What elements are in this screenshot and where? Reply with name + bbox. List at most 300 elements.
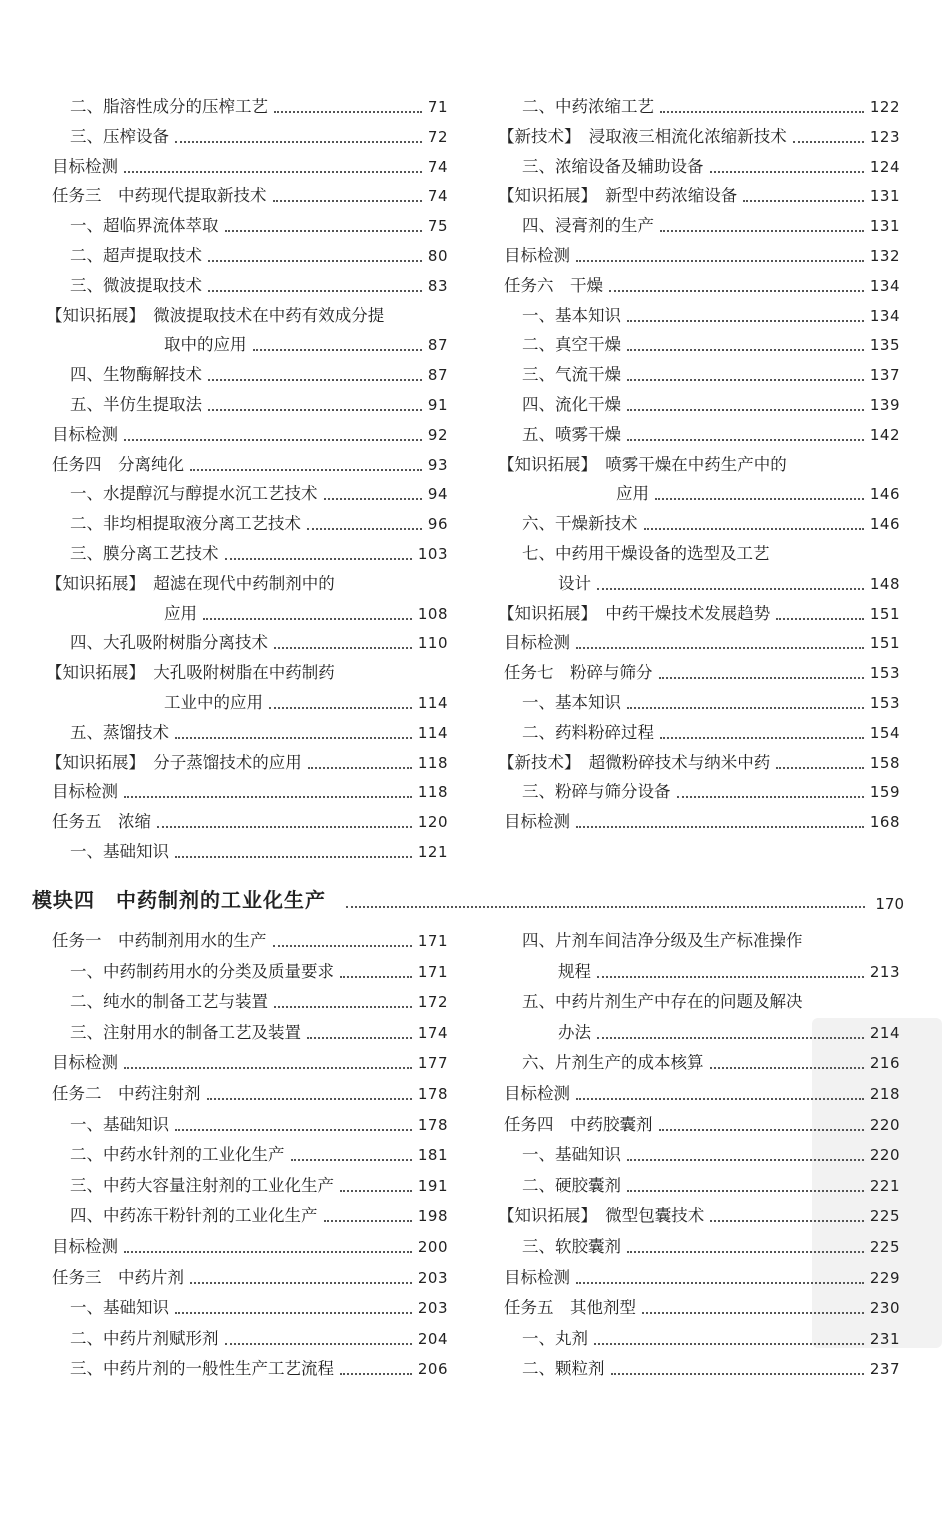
toc-entry[interactable]	[498, 455, 900, 475]
toc-page-number: 204	[417, 1329, 448, 1348]
toc-entry-title: 【新技术】 浸取液三相流化浓缩新技术	[498, 126, 787, 146]
toc-entry-title: 目标检测	[52, 1237, 118, 1256]
leader-dots	[175, 737, 412, 739]
toc-entry[interactable]	[46, 723, 448, 743]
toc-entry-title: 任务一 中药制剂用水的生产	[52, 931, 267, 950]
toc-page-number: 108	[417, 604, 448, 623]
toc-entry-title: 二、中药浓缩工艺	[522, 97, 654, 116]
toc-entry-title: 四、生物酶解技术	[70, 365, 202, 385]
toc-entry-title: 四、浸膏剂的生产	[522, 216, 654, 236]
toc-entry-title: 任务五 其他剂型	[504, 1298, 636, 1318]
leader-dots	[208, 290, 422, 292]
toc-entry-title: 一、基础知识	[522, 1145, 621, 1165]
toc-entry[interactable]	[46, 633, 448, 653]
toc-entry[interactable]	[46, 962, 448, 982]
leader-dots	[627, 409, 864, 411]
toc-page-number: 142	[869, 425, 900, 444]
toc-entry-title: 三、微波提取技术	[70, 275, 202, 295]
toc-entry[interactable]	[46, 335, 448, 355]
toc-page-number: 137	[869, 366, 900, 385]
toc-entry[interactable]	[46, 246, 448, 266]
toc-entry[interactable]	[46, 395, 448, 415]
toc-page-number: 181	[417, 1146, 448, 1165]
toc-page-number: 122	[869, 98, 900, 116]
toc-entry-title: 一、超临界流体萃取	[70, 216, 219, 236]
toc-entry-title: 目标检测	[504, 1267, 570, 1287]
toc-entry[interactable]	[46, 1053, 448, 1073]
toc-entry-title: 三、压榨设备	[70, 126, 169, 146]
toc-entry[interactable]	[46, 1115, 448, 1135]
toc-entry-title: 三、膜分离工艺技术	[70, 544, 219, 563]
toc-page-number: 146	[869, 485, 900, 504]
toc-entry-title: 三、软胶囊剂	[522, 1237, 621, 1256]
leader-dots	[208, 379, 422, 381]
module-title: 模块四 中药制剂的工业化生产	[32, 888, 326, 912]
toc-entry[interactable]	[46, 1329, 448, 1349]
toc-page-number: 198	[417, 1207, 448, 1226]
toc-entry[interactable]	[498, 1206, 900, 1226]
toc-page-number: 220	[869, 1146, 900, 1165]
leader-dots	[793, 141, 864, 143]
toc-entry[interactable]	[498, 276, 900, 296]
toc-page-number: 178	[417, 1115, 448, 1134]
leader-dots	[677, 796, 864, 798]
toc-page-number: 87	[427, 336, 448, 355]
toc-page-number: 216	[869, 1054, 900, 1073]
leader-dots	[291, 1159, 412, 1161]
toc-entry[interactable]	[498, 1359, 900, 1379]
leader-dots	[208, 260, 422, 262]
leader-dots	[776, 767, 864, 769]
toc-page-number: 171	[417, 932, 448, 950]
toc-entry-title: 规程	[558, 961, 591, 981]
toc-entry-title: 目标检测	[504, 633, 570, 653]
toc-entry[interactable]	[46, 484, 448, 504]
leader-dots	[203, 618, 412, 620]
leader-dots	[225, 1343, 412, 1345]
module-page-number: 170	[875, 895, 904, 913]
leader-dots	[576, 1098, 864, 1100]
toc-page-number: 114	[417, 694, 448, 712]
leader-dots	[576, 1282, 864, 1284]
toc-entry-title: 二、非均相提取液分离工艺技术	[70, 514, 301, 534]
toc-entry-title: 一、基础知识	[70, 1114, 169, 1134]
toc-entry[interactable]	[498, 1176, 900, 1196]
toc-entry[interactable]	[46, 812, 448, 832]
toc-entry[interactable]	[498, 157, 900, 177]
toc-entry-title: 二、药料粉碎过程	[522, 722, 654, 742]
toc-page-number: 218	[869, 1085, 900, 1103]
leader-dots	[225, 230, 422, 232]
toc-page-number: 120	[417, 813, 448, 832]
toc-page-number: 74	[427, 157, 448, 176]
toc-entry[interactable]	[498, 633, 900, 653]
leader-dots	[324, 498, 422, 500]
toc-entry-title: 四、大孔吸附树脂分离技术	[70, 633, 268, 653]
toc-entry-title: 一、基础知识	[70, 842, 169, 861]
toc-entry-title: 三、粉碎与筛分设备	[522, 782, 671, 802]
toc-entry[interactable]	[46, 842, 448, 862]
module-heading[interactable]	[32, 884, 904, 913]
toc-entry-title: 五、半仿生提取法	[70, 395, 202, 414]
toc-entry[interactable]	[498, 962, 900, 982]
toc-entry-title: 四、片剂车间洁净分级及生产标准操作	[522, 931, 803, 950]
toc-entry[interactable]	[498, 395, 900, 415]
toc-entry[interactable]	[46, 544, 448, 564]
toc-entry-title: 任务三 中药片剂	[52, 1267, 184, 1287]
leader-dots	[225, 558, 412, 560]
toc-page-number: 94	[427, 485, 448, 504]
leader-dots	[273, 200, 422, 202]
leader-dots	[340, 976, 412, 978]
toc-entry-title: 目标检测	[504, 812, 570, 832]
toc-page-number: 221	[869, 1176, 900, 1195]
toc-entry[interactable]	[46, 514, 448, 534]
toc-entry[interactable]	[46, 1176, 448, 1196]
toc-entry[interactable]	[46, 663, 448, 683]
leader-dots	[660, 737, 864, 739]
toc-entry-title: 一、基本知识	[522, 693, 621, 712]
toc-entry[interactable]	[498, 514, 900, 534]
toc-page-number: 153	[869, 694, 900, 712]
toc-entry[interactable]	[46, 1359, 448, 1379]
toc-entry[interactable]	[46, 604, 448, 624]
toc-entry[interactable]	[498, 335, 900, 355]
leader-dots	[576, 826, 864, 828]
toc-entry[interactable]	[498, 306, 900, 326]
toc-entry-title: 目标检测	[504, 1084, 570, 1103]
toc-entry-title: 办法	[558, 1022, 591, 1042]
toc-entry-title: 【知识拓展】 大孔吸附树脂在中药制药	[46, 663, 335, 683]
toc-entry-title: 一、丸剂	[522, 1328, 588, 1348]
toc-entry-title: 二、脂溶性成分的压榨工艺	[70, 97, 268, 116]
toc-entry[interactable]	[46, 1237, 448, 1257]
leader-dots	[253, 349, 422, 351]
toc-entry-title: 一、水提醇沉与醇提水沉工艺技术	[70, 484, 318, 504]
toc-page-number: 72	[427, 127, 448, 146]
toc-entry-title: 目标检测	[52, 424, 118, 444]
toc-entry-title: 任务四 中药胶囊剂	[504, 1114, 653, 1134]
toc-entry[interactable]	[498, 931, 900, 951]
toc-page-number: 131	[869, 187, 900, 206]
leader-dots	[175, 1312, 412, 1314]
toc-page-number: 154	[869, 723, 900, 742]
toc-page-number: 213	[869, 962, 900, 981]
toc-entry-title: 设计	[558, 573, 591, 593]
leader-dots	[627, 379, 864, 381]
leader-dots	[597, 976, 864, 978]
leader-dots	[660, 230, 864, 232]
leader-dots	[307, 528, 422, 530]
leader-dots	[710, 171, 864, 173]
toc-page-number: 158	[869, 753, 900, 772]
toc-entry-title: 一、基本知识	[522, 305, 621, 325]
toc-entry[interactable]	[498, 1084, 900, 1104]
toc-page-number: 121	[417, 843, 448, 861]
leader-dots	[307, 1037, 412, 1039]
toc-page-number: 174	[417, 1023, 448, 1042]
leader-dots	[576, 260, 864, 262]
toc-page-number: 177	[417, 1054, 448, 1073]
toc-page-number: 214	[869, 1023, 900, 1042]
toc-entry-title: 任务二 中药注射剂	[52, 1084, 201, 1103]
toc-entry[interactable]	[46, 127, 448, 147]
toc-entry-title: 一、基础知识	[70, 1298, 169, 1318]
toc-entry[interactable]	[46, 1145, 448, 1165]
toc-entry[interactable]	[498, 1329, 900, 1349]
toc-entry-title: 二、真空干燥	[522, 335, 621, 355]
toc-page-number: 237	[869, 1360, 900, 1379]
leader-dots	[190, 469, 422, 471]
toc-entry-title: 五、蒸馏技术	[70, 722, 169, 742]
toc-entry[interactable]	[46, 1298, 448, 1318]
toc-entry[interactable]	[46, 931, 448, 951]
toc-entry-title: 二、中药水针剂的工业化生产	[70, 1145, 285, 1165]
toc-entry[interactable]	[46, 365, 448, 385]
toc-entry[interactable]	[46, 276, 448, 296]
toc-entry-title: 应用	[616, 484, 649, 504]
leader-dots	[175, 856, 412, 858]
toc-entry-title: 应用	[164, 603, 197, 623]
toc-entry[interactable]	[498, 663, 900, 683]
toc-entry[interactable]	[46, 1023, 448, 1043]
toc-page-number: 225	[869, 1207, 900, 1226]
toc-page-number: 124	[869, 157, 900, 176]
toc-entry-title: 【知识拓展】 微波提取技术在中药有效成分提	[46, 305, 385, 325]
toc-entry[interactable]	[498, 216, 900, 236]
toc-page-number: 110	[417, 634, 448, 653]
toc-entry-title: 五、中药片剂生产中存在的问题及解决	[522, 992, 803, 1012]
leader-dots	[124, 1251, 412, 1253]
toc-entry[interactable]	[498, 186, 900, 206]
toc-page-number: 135	[869, 336, 900, 355]
toc-entry-title: 三、气流干燥	[522, 365, 621, 385]
toc-page-number: 159	[869, 783, 900, 802]
toc-entry[interactable]	[498, 723, 900, 743]
toc-entry[interactable]	[498, 574, 900, 594]
leader-dots	[269, 707, 412, 709]
leader-dots	[274, 111, 422, 113]
leader-dots	[642, 1312, 864, 1314]
toc-entry[interactable]	[498, 425, 900, 445]
toc-page-number: 191	[417, 1176, 448, 1195]
toc-page-number: 153	[869, 664, 900, 683]
toc-entry-title: 目标检测	[52, 782, 118, 802]
toc-entry-title: 【知识拓展】 中药干燥技术发展趋势	[498, 603, 771, 623]
leader-dots	[659, 1129, 864, 1131]
toc-entry-title: 二、超声提取技术	[70, 246, 202, 265]
toc-page-number: 151	[869, 634, 900, 653]
toc-page-number: 118	[417, 753, 448, 772]
toc-page-number: 132	[869, 247, 900, 265]
toc-entry-title: 四、中药冻干粉针剂的工业化生产	[70, 1206, 318, 1226]
toc-entry-title: 【知识拓展】 超滤在现代中药制剂中的	[46, 573, 335, 593]
toc-entry[interactable]	[46, 1084, 448, 1104]
toc-page-number: 172	[417, 993, 448, 1012]
toc-entry-title: 六、片剂生产的成本核算	[522, 1053, 704, 1073]
leader-dots	[743, 200, 864, 202]
toc-page-number: 139	[869, 396, 900, 414]
toc-entry[interactable]	[498, 604, 900, 624]
toc-entry-title: 二、硬胶囊剂	[522, 1175, 621, 1195]
leader-dots	[340, 1373, 412, 1375]
toc-entry[interactable]	[46, 455, 448, 475]
toc-page-number: 71	[427, 98, 448, 116]
toc-page-number: 229	[869, 1268, 900, 1287]
leader-dots	[611, 1373, 864, 1375]
toc-page-number: 92	[427, 425, 448, 444]
leader-dots	[576, 647, 864, 649]
toc-entry[interactable]	[498, 365, 900, 385]
leader-dots	[609, 290, 864, 292]
leader-dots	[157, 826, 412, 828]
toc-page-number: 91	[427, 396, 448, 414]
leader-dots	[627, 349, 864, 351]
leader-dots	[659, 677, 864, 679]
leader-dots	[627, 439, 864, 441]
toc-page-number: 231	[869, 1329, 900, 1348]
toc-entry-title: 工业中的应用	[164, 693, 263, 712]
toc-page-number: 75	[427, 217, 448, 236]
toc-entry[interactable]	[498, 1053, 900, 1073]
toc-entry[interactable]	[498, 484, 900, 504]
leader-dots	[346, 906, 865, 908]
toc-page-number: 178	[417, 1085, 448, 1103]
toc-entry[interactable]	[498, 753, 900, 773]
leader-dots	[627, 1159, 864, 1161]
toc-entry[interactable]	[46, 753, 448, 773]
leader-dots	[175, 141, 422, 143]
toc-entry[interactable]	[46, 216, 448, 236]
toc-entry-title: 【知识拓展】 喷雾干燥在中药生产中的	[498, 454, 787, 474]
toc-entry[interactable]	[498, 1145, 900, 1165]
toc-entry[interactable]	[498, 782, 900, 802]
toc-page-number: 225	[869, 1238, 900, 1256]
toc-entry[interactable]	[46, 992, 448, 1012]
leader-dots	[710, 1220, 864, 1222]
toc-entry-title: 二、颗粒剂	[522, 1359, 605, 1379]
toc-entry[interactable]	[498, 812, 900, 832]
toc-entry[interactable]	[46, 425, 448, 445]
toc-entry-title: 目标检测	[504, 246, 570, 265]
leader-dots	[324, 1220, 412, 1222]
leader-dots	[190, 1282, 412, 1284]
toc-entry[interactable]	[46, 782, 448, 802]
leader-dots	[627, 320, 864, 322]
toc-entry[interactable]	[498, 127, 900, 147]
toc-page-number: 220	[869, 1115, 900, 1134]
leader-dots	[776, 618, 864, 620]
leader-dots	[340, 1190, 412, 1192]
toc-entry[interactable]	[46, 306, 448, 326]
toc-entry[interactable]	[498, 1023, 900, 1043]
toc-page-number: 103	[417, 545, 448, 563]
leader-dots	[594, 1343, 864, 1345]
toc-entry[interactable]	[498, 246, 900, 266]
toc-entry[interactable]	[498, 693, 900, 713]
toc-entry-title: 【知识拓展】 新型中药浓缩设备	[498, 186, 738, 206]
toc-page-number: 203	[417, 1268, 448, 1287]
toc-entry-title: 三、中药片剂的一般性生产工艺流程	[70, 1359, 334, 1379]
toc-entry-title: 三、浓缩设备及辅助设备	[522, 156, 704, 176]
leader-dots	[124, 171, 422, 173]
leader-dots	[208, 409, 422, 411]
leader-dots	[124, 796, 412, 798]
toc-entry-title: 【知识拓展】 分子蒸馏技术的应用	[46, 752, 302, 772]
toc-entry-title: 三、中药大容量注射剂的工业化生产	[70, 1175, 334, 1195]
toc-entry-title: 六、干燥新技术	[522, 514, 638, 534]
leader-dots	[710, 1067, 864, 1069]
toc-page-number: 200	[417, 1238, 448, 1256]
toc-entry-title: 【新技术】 超微粉碎技术与纳米中药	[498, 752, 771, 772]
toc-entry[interactable]	[498, 992, 900, 1012]
toc-entry[interactable]	[46, 186, 448, 206]
toc-page-number: 131	[869, 217, 900, 236]
toc-entry-title: 目标检测	[52, 1053, 118, 1073]
leader-dots	[273, 945, 412, 947]
leader-dots	[124, 439, 422, 441]
toc-entry[interactable]	[498, 1298, 900, 1318]
toc-page-number: 74	[427, 187, 448, 206]
toc-entry[interactable]	[498, 1237, 900, 1257]
toc-entry-title: 三、注射用水的制备工艺及装置	[70, 1022, 301, 1042]
toc-page-number: 171	[417, 962, 448, 981]
toc-page-number: 206	[417, 1360, 448, 1379]
toc-entry[interactable]	[498, 97, 900, 117]
toc-entry-title: 任务六 干燥	[504, 275, 603, 295]
toc-entry[interactable]	[46, 693, 448, 713]
leader-dots	[207, 1098, 412, 1100]
toc-entry-title: 任务七 粉碎与筛分	[504, 663, 653, 683]
toc-entry-title: 任务四 分离纯化	[52, 454, 184, 474]
toc-page-number: 230	[869, 1299, 900, 1318]
toc-page-number: 203	[417, 1299, 448, 1318]
toc-page-number: 146	[869, 515, 900, 534]
toc-page-number: 151	[869, 604, 900, 623]
toc-page-number: 168	[869, 813, 900, 832]
toc-entry[interactable]	[46, 574, 448, 594]
toc-page-number: 148	[869, 574, 900, 593]
toc-entry-title: 二、纯水的制备工艺与装置	[70, 992, 268, 1012]
toc-page-number: 134	[869, 306, 900, 325]
toc-entry-title: 二、中药片剂赋形剂	[70, 1328, 219, 1348]
leader-dots	[124, 1067, 412, 1069]
toc-entry[interactable]	[46, 157, 448, 177]
toc-entry-title: 【知识拓展】 微型包囊技术	[498, 1206, 705, 1226]
leader-dots	[274, 647, 412, 649]
leader-dots	[308, 767, 412, 769]
leader-dots	[274, 1006, 412, 1008]
toc-entry[interactable]	[498, 1115, 900, 1135]
toc-entry[interactable]	[498, 544, 900, 564]
toc-entry-title: 一、中药制药用水的分类及质量要求	[70, 961, 334, 981]
toc-entry[interactable]	[498, 1268, 900, 1288]
leader-dots	[660, 111, 864, 113]
leader-dots	[627, 707, 864, 709]
toc-page-number: 83	[427, 276, 448, 295]
toc-entry[interactable]	[46, 1268, 448, 1288]
toc-entry[interactable]	[46, 97, 448, 117]
toc-entry-title: 取中的应用	[164, 335, 247, 355]
toc-page-number: 134	[869, 276, 900, 295]
toc-page-number: 118	[417, 783, 448, 802]
toc-entry-title: 七、中药用干燥设备的选型及工艺	[522, 544, 770, 563]
leader-dots	[655, 498, 864, 500]
leader-dots	[175, 1129, 412, 1131]
toc-entry-title: 任务五 浓缩	[52, 812, 151, 832]
toc-entry-title: 任务三 中药现代提取新技术	[52, 186, 267, 206]
toc-entry[interactable]	[46, 1206, 448, 1226]
